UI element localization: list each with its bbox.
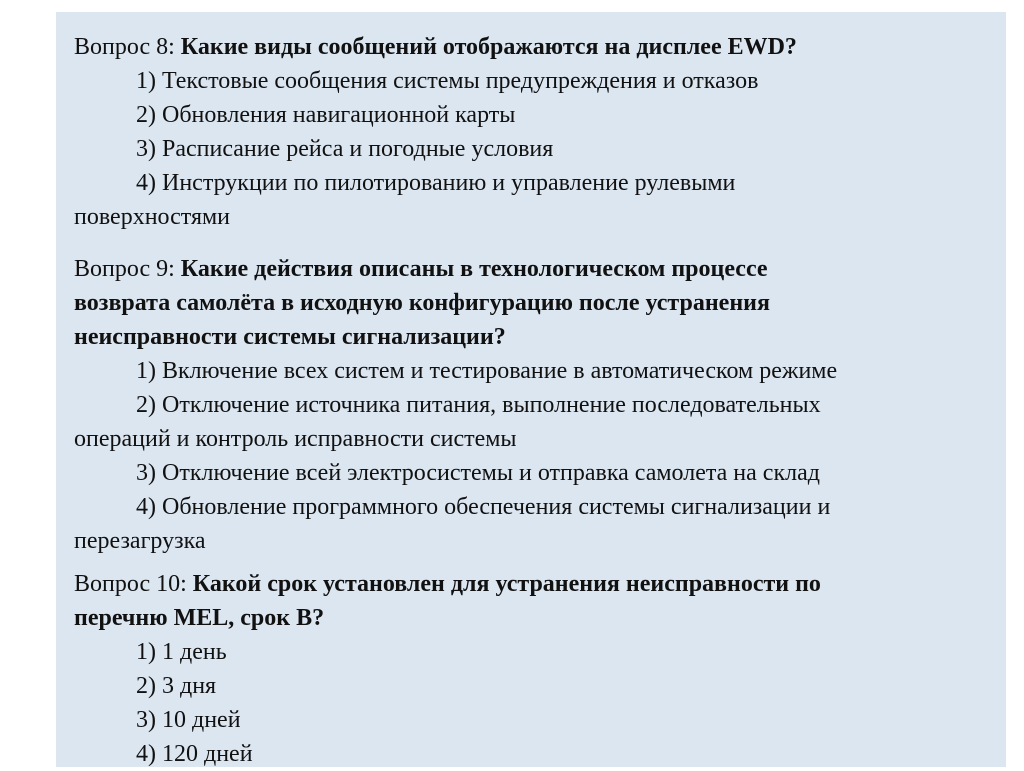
question-panel bbox=[56, 12, 1006, 767]
question-10 bbox=[74, 567, 989, 771]
answer-9-2-continuation: операций и контроль исправности системы bbox=[74, 426, 517, 452]
answer-10-3: 3) 10 дней bbox=[136, 707, 241, 733]
answer-9-4-continuation: перезагрузка bbox=[74, 528, 206, 554]
answer-8-3: 3) Расписание рейса и погодные условия bbox=[136, 136, 554, 162]
answer-10-1: 1) 1 день bbox=[136, 639, 227, 665]
question-9 bbox=[74, 252, 989, 558]
answer-9-3: 3) Отключение всей электросистемы и отправка самолета на склад bbox=[136, 460, 820, 486]
answer-10-4: 4) 120 дней bbox=[136, 741, 253, 767]
question-10-text-line-2: перечню MEL, срок B? bbox=[74, 605, 325, 631]
answer-9-2: 2) Отключение источника питания, выполнение последовательных bbox=[136, 392, 821, 418]
question-10-label: Вопрос 10: bbox=[74, 571, 187, 597]
question-8 bbox=[74, 30, 989, 234]
question-9-label: Вопрос 9: bbox=[74, 256, 175, 282]
question-10-header bbox=[74, 567, 989, 601]
question-8-header bbox=[74, 30, 989, 64]
question-8-text: Какие виды сообщений отображаются на дисплее EWD? bbox=[180, 34, 797, 60]
answer-9-4: 4) Обновление программного обеспечения системы сигнализации и bbox=[136, 494, 831, 520]
answer-10-2: 2) 3 дня bbox=[136, 673, 217, 699]
answer-8-4: 4) Инструкции по пилотированию и управление рулевыми bbox=[136, 170, 736, 196]
answer-8-4-continuation: поверхностями bbox=[74, 204, 231, 230]
answer-9-1: 1) Включение всех систем и тестирование в автоматическом режиме bbox=[136, 358, 838, 384]
answer-8-2: 2) Обновления навигационной карты bbox=[136, 102, 516, 128]
question-9-header bbox=[74, 252, 989, 286]
question-10-text-line-1: Какой срок установлен для устранения неисправности по bbox=[192, 571, 821, 597]
question-9-text-line-1: Какие действия описаны в технологическом процессе bbox=[180, 256, 768, 282]
question-8-label: Вопрос 8: bbox=[74, 34, 175, 60]
question-9-text-line-3: неисправности системы сигнализации? bbox=[74, 324, 506, 350]
answer-8-1: 1) Текстовые сообщения системы предупреждения и отказов bbox=[136, 68, 759, 94]
question-9-text-line-2: возврата самолёта в исходную конфигурацию после устранения bbox=[74, 290, 770, 316]
